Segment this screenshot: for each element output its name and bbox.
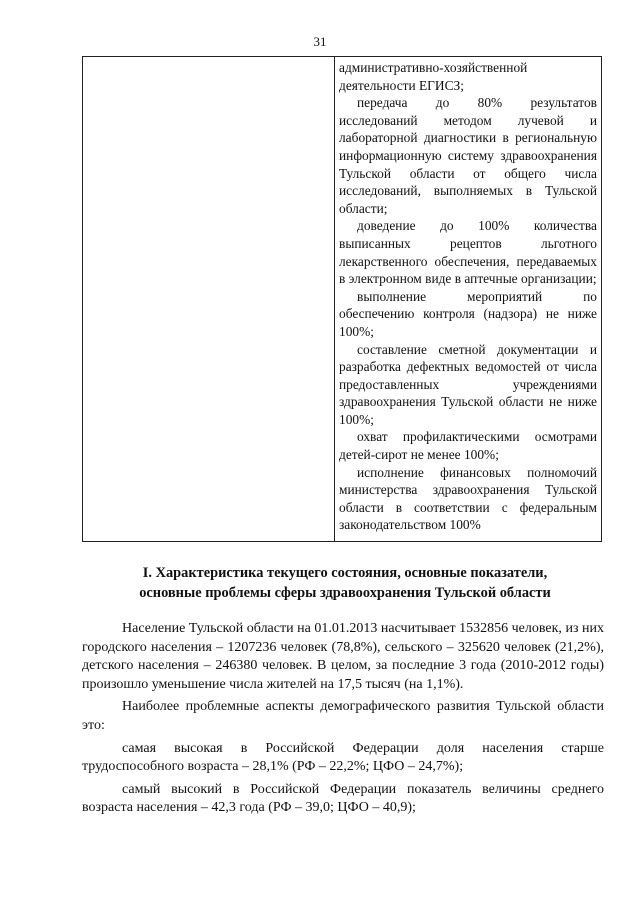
page-number: 31 bbox=[313, 34, 327, 49]
section-body bbox=[82, 620, 604, 822]
table-left-column bbox=[83, 57, 335, 541]
section-heading bbox=[100, 563, 590, 603]
table-item: исполнение финансовых полномочий министерства здравоохранения Тульской области в соответствии с федеральным законодательством 100% bbox=[339, 464, 597, 533]
paragraph: Население Тульской области на 01.01.2013 насчитывает 1532856 человек, из них городского населения – 1207236 человек (78,8%), сельского – 325620 человек (21,2%), детского населения – 246380 человек. В целом, за последние 3 года (2010-2012 годы) произошло уменьшение числа жителей на 17,5 тысяч (на 1,1%). bbox=[82, 621, 604, 692]
table-item: доведение до 100% количества выписанных рецептов льготного лекарственного обеспечения, передаваемых в электронном виде в аптечные организации; bbox=[339, 218, 597, 287]
paragraph: самый высокий в Российской Федерации показатель величины среднего возраста населения – 42,3 года (РФ – 39,0; ЦФО – 40,9); bbox=[82, 781, 604, 816]
table-item: охват профилактическими осмотрами детей-сирот не менее 100%; bbox=[339, 429, 597, 463]
paragraph: самая высокая в Российской Федерации доля населения старше трудоспособного возраста – 28,1% (РФ – 22,2%; ЦФО – 24,7%); bbox=[82, 740, 604, 775]
paragraph: Наиболее проблемные аспекты демографического развития Тульской области это: bbox=[82, 699, 604, 733]
section-heading-line: I. Характеристика текущего состояния, основные показатели, bbox=[142, 565, 548, 581]
indicators-table bbox=[82, 56, 602, 542]
table-item: составление сметной документации и разработка дефектных ведомостей от числа предоставленных учреждениями здравоохранения Тульской области не ниже 100%; bbox=[339, 341, 597, 427]
section-heading-line: основные проблемы сферы здравоохранения Тульской области bbox=[139, 585, 551, 601]
table-item: административно-хозяйственной деятельности ЕГИСЗ; bbox=[339, 60, 528, 93]
table-right-column bbox=[335, 57, 601, 541]
table-item: выполнение мероприятий по обеспечению контроля (надзора) не ниже 100%; bbox=[339, 288, 597, 339]
table-item: передача до 80% результатов исследований методом лучевой и лабораторной диагностики в региональную информационную систему здравоохранения Тульской области от общего числа исследований, выполняемых в Тульской области; bbox=[339, 95, 597, 216]
